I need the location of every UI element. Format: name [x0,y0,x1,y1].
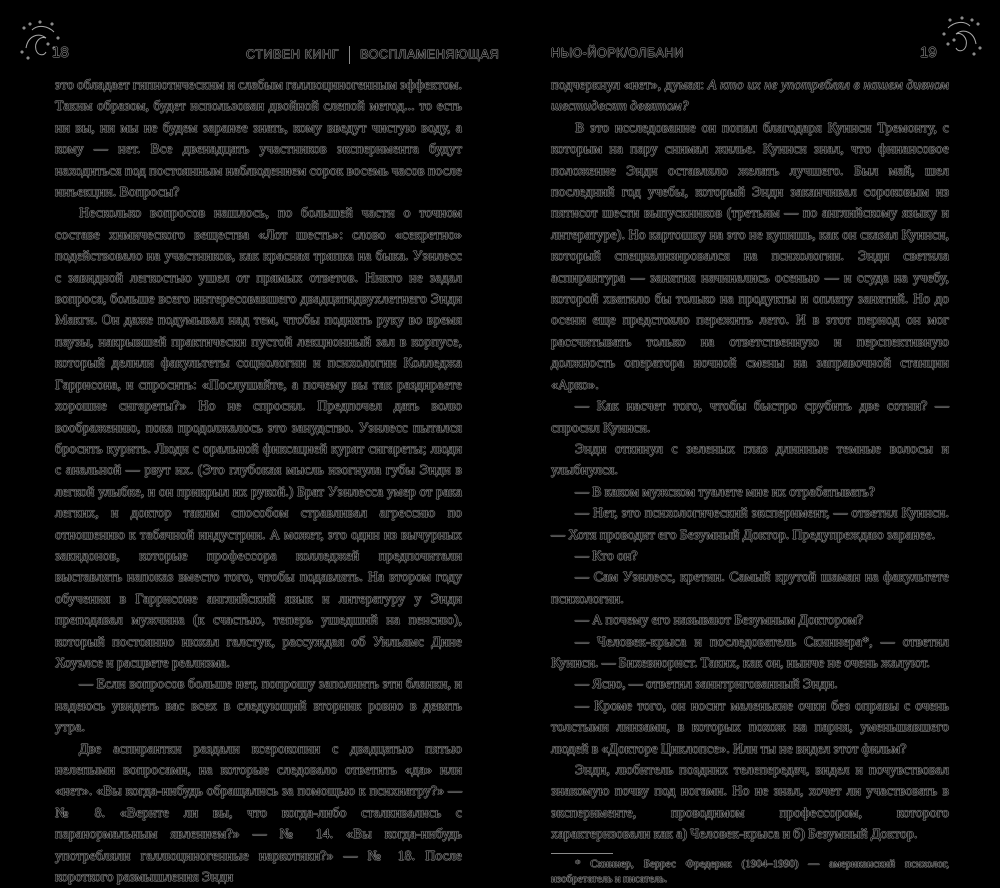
running-head-section: НЬЮ-ЙОРК/ОЛБАНИ [551,46,684,60]
page-number: 19 [920,44,937,61]
paragraph: Энди, любитель поздних телепередач, видел и почувствовал знакомую почву под ногами. Но не знал, хочет ли участвовать в эксперименте, проводимом профессором, которого характеризовали как а) Человек-крыса и б) Безумный Доктор. [551,763,949,843]
running-head-title: ВОСПЛАМЕНЯЮЩАЯ [360,47,500,62]
footnote: * Скиннер, Беррес Фредерик (1904–1990) — американский психолог, изобретатель и писатель. [551,857,949,885]
page-number: 18 [52,44,69,61]
running-head-divider [349,46,350,64]
left-text-column [55,75,462,888]
paragraph: это обладает гипнотическим и слабым галлюциногенным эффектом. Таким образом, будет использован двойной слепой метод... то есть ни вы, ни мы не будем заранее знать, кому введут чистую воду, а кому — нет. Все двенадцать участников эксперимента будут находиться под постоянным наблюдением сорок восемь часов после инъекции. Вопросы? [55,78,462,201]
left-page [0,0,500,886]
paragraph: — Если вопросов больше нет, попрошу заполнить эти бланки, и надеюсь увидеть вас всех в следующий вторник ровно в девять утра. [55,677,462,736]
paragraph: — Ясно, — ответил заинтригованный Энди. [575,677,838,693]
paragraph: — Нет, это психологический эксперимент, — ответил Куинси. — Хотя проводит его Безумный Доктор. Предупреждаю заранее. [551,506,949,543]
right-text-column [551,75,949,887]
paragraph: — Кто он? [575,548,638,564]
paragraph: — Как насчет того, чтобы быстро срубить две сотни? — спросил Куинси. [551,399,949,436]
footnote-rule [551,853,613,854]
paragraph: — Человек-крыса и последователь Скиннера*, — ответил Куинси. — Бихевиорист. Таких, как он, нынче не очень жалуют. [551,634,949,671]
paragraph: — А почему его называют Безумным Доктором? [575,613,864,629]
italic-thought: А кто их не употреблял в нашем дивном шестидесят девятом? [551,78,949,115]
paragraph: — В каком мужском туалете мне их отрабатывать? [575,484,876,500]
running-head [246,46,499,64]
paragraph: — Кроме того, он носит маленькие очки без оправы с очень толстыми линзами, в которых похож на парня, уменьшавшего людей в «Докторе Циклопсе». Или ты не видел этот фильм? [551,698,949,757]
flame-ornament-icon [936,14,984,58]
paragraph: Несколько вопросов нашлось, по большей части о точном составе химического вещества «Лот шесть»: слово «секретно» подействовало на участников, как красная тряпка на быка. Уэнлесс с завидной легкостью ушел от прямых ответов. Никто не задал вопроса, больше всего интересовавшего двадцатидвухлетнего Энди Макги. Он даже подумывал над тем, чтобы поднять руку во время паузы, накрывшей практически пустой лекционный зал в корпусе, который делили факультеты социологии и психологии Колледжа Гаррисона, и спросить: «Послушайте, а почему вы так раздираете хорошие сигареты?» Но не спросил. Предпочел дать волю воображению, пока продолжалось это занудство. Уэнлесс пытался бросить курить. Люди с оральной фиксацией курят сигареты; люди с анальной — рвут их. (Это глубокая мысль изогнула губы Энди в легкой улыбке, и он прикрыл их рукой.) Брат Уэнлесса умер от рака легких, и доктор таким способом стравливал агрессию по отношению к табачной индустрии. А может, это один из вычурных закидонов, которые профессора колледжей предпочитали выставлять напоказ вместо того, чтобы подавлять. На втором году обучения в Гаррисоне английский язык и литературу у Энди преподавал мужчина (к счастью, теперь ушедший на пенсию), который постоянно нюхал галстук, рассуждая об Уильямс Дине Хоуэлсе и расцвете реализма. [55,206,462,671]
paragraph: — Сам Уэнлесс, кретин. Самый крутой шаман на факультете психологии. [551,570,949,607]
paragraph [551,75,949,118]
right-page [500,0,1000,885]
paragraph-text: подчеркнул «нет», думая: [551,78,708,93]
paragraph: В это исследование он попал благодаря Куинси Тремонту, с которым на пару снимал жилье. Куинси знал, что финансовое положение Энди оставляло желать лучшего. Был май, шел последний год учебы, который Энди заканчивал сороковым из пятисот шести выпускников (третьим — по английскому языку и литературе). Но картошку на это не купишь, как он сказал Куинси, который специализировался на психологии. Энди светила аспирантура — занятия начинались осенью — и ссуда на учебу, которой хватило бы только на продукты и оплату занятий. Но до осени еще предстояло пережить лето. И в этот период он мог рассчитывать только на ответственную и перспективную должность оператора ночной смены на заправочной станции «Арко». [551,120,949,393]
paragraph: Две аспирантки раздали ксерокопии с двадцатью пятью нелепыми вопросами, на которые следовало ответить «да» или «нет». «Вы когда-нибудь обращались за помощью к психиатру?» — № 8. «Верите ли вы, что когда-либо сталкивались с паранормальным явлением?» — № 14. «Вы когда-нибудь употребляли галлюциногенные наркотики?» — № 18. После короткого размышления Энди [55,741,462,886]
running-head-author: СТИВЕН КИНГ [246,47,340,62]
paragraph: Энди откинул с зеленых глаз длинные темные волосы и улыбнулся. [551,441,949,479]
